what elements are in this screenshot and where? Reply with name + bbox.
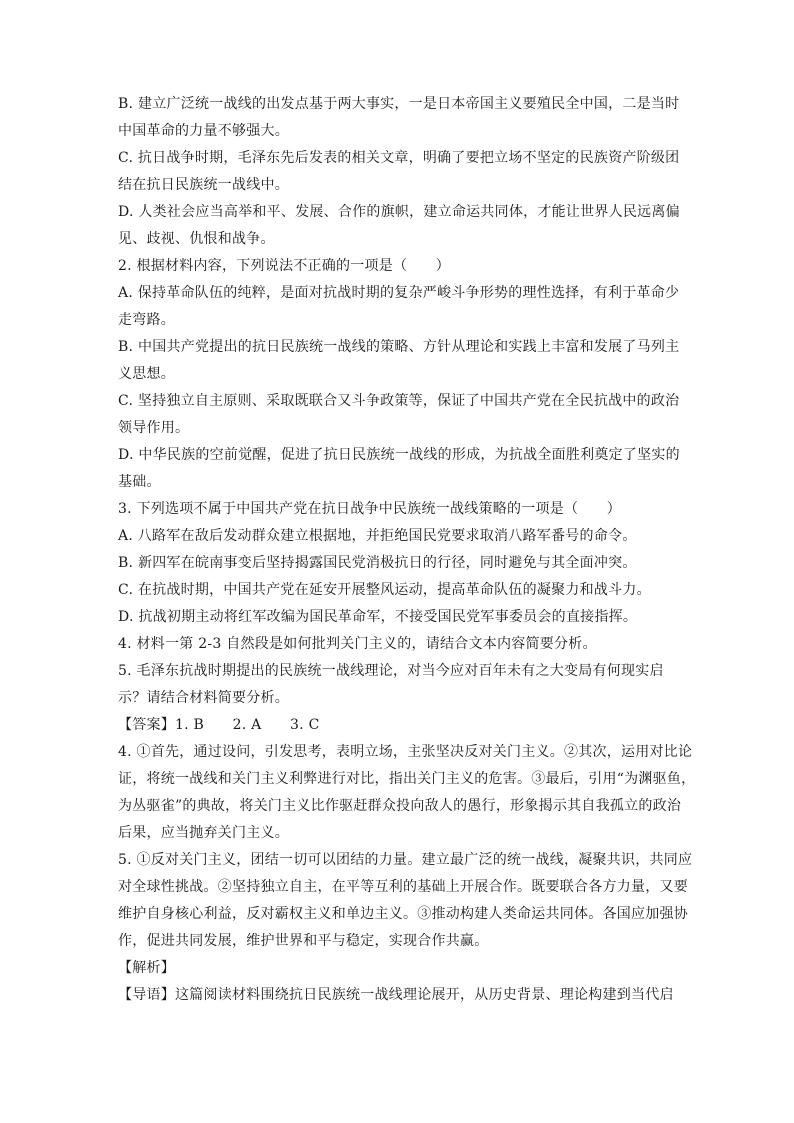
intro-line: 【导语】这篇阅读材料围绕抗日民族统一战线理论展开，从历史背景、理论构建到当代启: [118, 987, 674, 1003]
document-body: [118, 91, 696, 1009]
answer-4-line-3: 为丛驱雀”的典故，将关门主义比作驱赶群众投向敌人的愚行，形象揭示其自我孤立的政治: [118, 798, 682, 814]
q2-option-a-line-1: A. 保持革命队伍的纯粹，是面对抗战时期的复杂严峻斗争形势的理性选择，有利于革命少: [118, 285, 680, 301]
analysis-heading: 【解析】: [118, 960, 175, 976]
q2-option-b-line-1: B. 中国共产党提出的抗日民族统一战线的策略、方针从理论和实践上丰富和发展了马列主: [118, 339, 680, 355]
answer-5-line-3: 维护自身核心利益，反对霸权主义和单边主义。③推动构建人类命运共同体。各国应加强协: [118, 906, 688, 922]
q2-option-b-line-2: 义思想。: [118, 366, 175, 382]
answer-4-line-2: 证，将统一战线和关门主义利弊进行对比，指出关门主义的危害。③最后，引用“为渊驱鱼，: [118, 771, 696, 787]
option-d-line-2: 见、歧视、仇恨和战争。: [118, 231, 275, 247]
q2-option-c-line-1: C. 坚持独立自主原则、采取既联合又斗争政策等，保证了中国共产党在全民抗战中的政治: [118, 393, 680, 409]
question-5-line-2: 示？请结合材料简要分析。: [118, 690, 289, 706]
option-c-line-2: 结在抗日民族统一战线中。: [118, 177, 289, 193]
question-4: 4. 材料一第 2-3 自然段是如何批判关门主义的，请结合文本内容简要分析。: [118, 636, 597, 652]
question-2: 2. 根据材料内容，下列说法不正确的一项是（ ）: [118, 258, 451, 274]
q2-option-c-line-2: 领导作用。: [118, 420, 190, 436]
question-3: 3. 下列选项不属于中国共产党在抗日战争中民族统一战线策略的一项是（ ）: [118, 501, 622, 517]
answer-4-line-1: 4. ①首先，通过设问，引发思考，表明立场，主张坚决反对关门主义。②其次，运用对比论: [118, 744, 693, 760]
q3-option-d: D. 抗战初期主动将红军改编为国民革命军，不接受国民党军事委员会的直接指挥。: [118, 609, 638, 625]
answer-5-line-1: 5. ①反对关门主义，团结一切可以团结的力量。建立最广泛的统一战线，凝聚共识，共同应: [118, 852, 693, 868]
option-c-line-1: C. 抗日战争时期，毛泽东先后发表的相关文章，明确了要把立场不坚定的民族资产阶级团: [118, 150, 680, 166]
answer-5-line-4: 作，促进共同发展，维护世界和平与稳定，实现合作共赢。: [118, 933, 489, 949]
question-5-line-1: 5. 毛泽东抗战时期提出的民族统一战线理论，对当今应对百年未有之大变局有何现实启: [118, 663, 664, 679]
answer-5-line-2: 对全球性挑战。②坚持独立自主，在平等互利的基础上开展合作。既要联合各方力量，又要: [118, 879, 688, 895]
q2-option-d-line-2: 基础。: [118, 474, 161, 490]
q2-option-a-line-2: 走弯路。: [118, 312, 175, 328]
answer-4-line-4: 后果，应当抛弃关门主义。: [118, 825, 289, 841]
q2-option-d-line-1: D. 中华民族的空前觉醒，促进了抗日民族统一战线的形成，为抗战全面胜利奠定了坚实的: [118, 447, 680, 463]
q3-option-a: A. 八路军在敌后发动群众建立根据地，并拒绝国民党要求取消八路军番号的命令。: [118, 528, 637, 544]
q3-option-b: B. 新四军在皖南事变后坚持揭露国民党消极抗日的行径，同时避免与其全面冲突。: [118, 555, 637, 571]
option-b-line-2: 中国革命的力量不够强大。: [118, 123, 289, 139]
q3-option-c: C. 在抗战时期，中国共产党在延安开展整风运动，提高革命队伍的凝聚力和战斗力。: [118, 582, 651, 598]
option-d-line-1: D. 人类社会应当高举和平、发展、合作的旗帜，建立命运共同体，才能让世界人民远离偏: [118, 204, 680, 220]
option-b-line-1: B. 建立广泛统一战线的出发点基于两大事实，一是日本帝国主义要殖民全中国，二是当时: [118, 96, 680, 112]
answer-heading: 【答案】1. B 2. A 3. C: [118, 717, 320, 733]
